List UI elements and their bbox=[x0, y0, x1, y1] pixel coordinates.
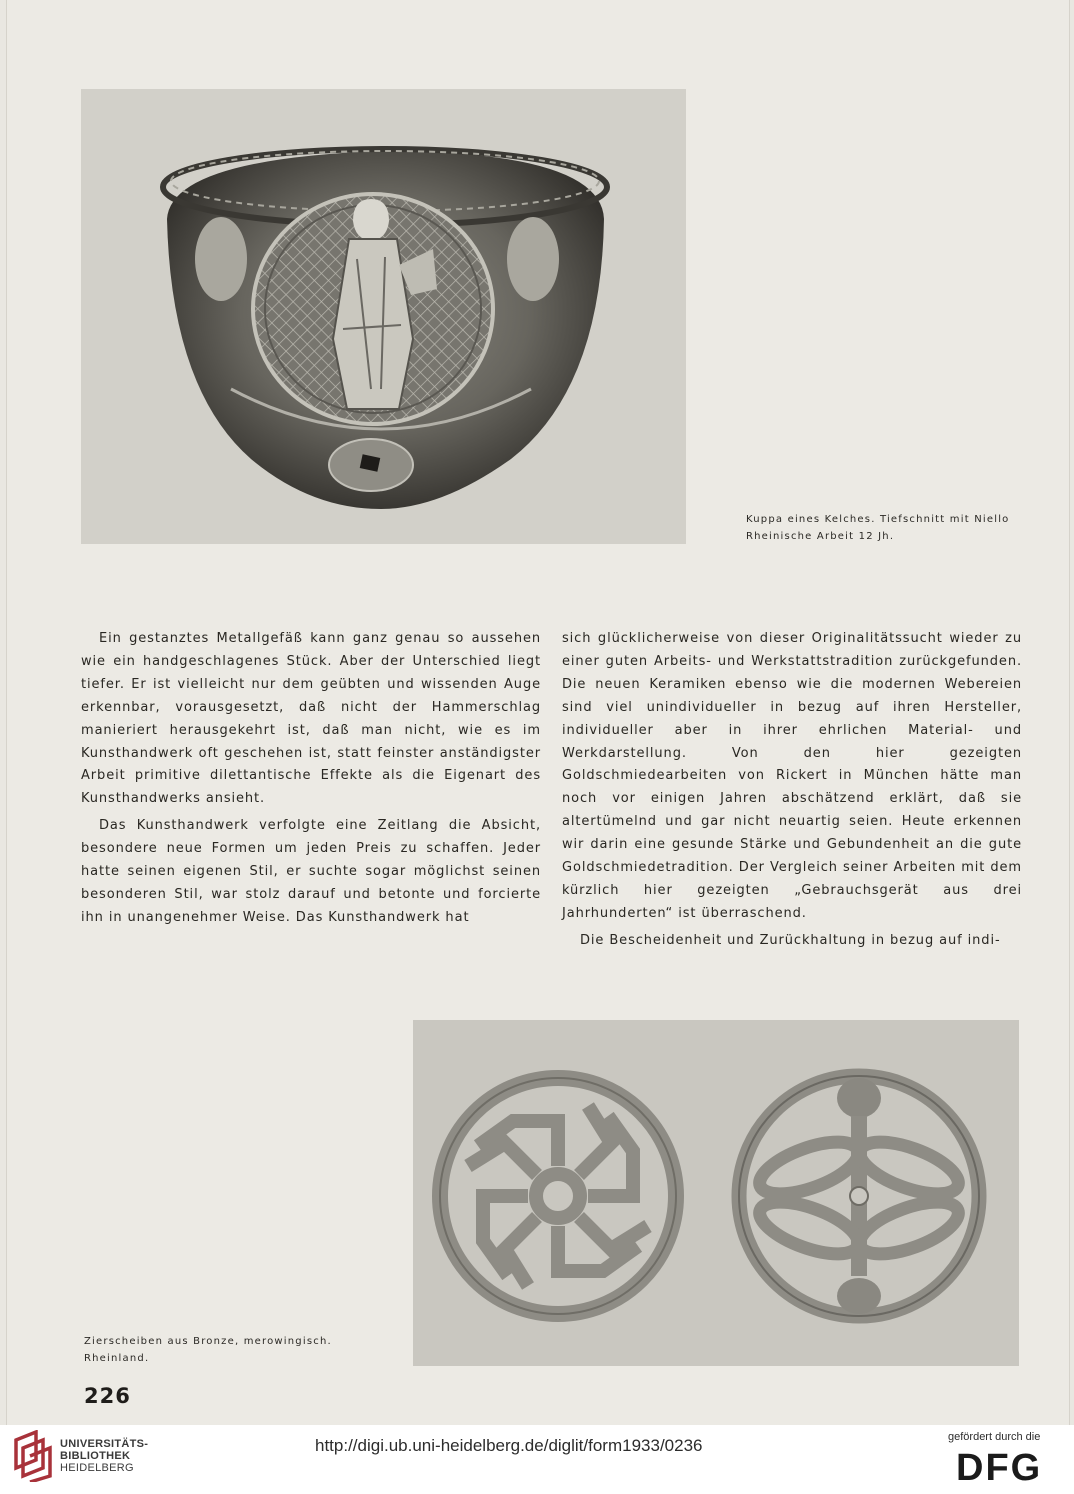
article-column-right bbox=[562, 628, 1022, 953]
page-number: 226 bbox=[84, 1384, 131, 1408]
bottom-caption-line: Rheinland. bbox=[84, 1353, 150, 1364]
paragraph: Ein gestanztes Metallgefäß kann ganz genau so aussehen wie ein handgeschlagenes Stück. Aber der Unterschied liegt tiefer. Er ist vielleicht nur dem geübten und wissenden Auge erkennbar, vorausgesetzt, daß nicht der Hammerschlag manieriert herausgekehrt ist, daß man nicht, wie es im Kunsthandwerk oft geschehen ist, statt feinster anständigster Arbeit primitive dilettantische Effekte als die Eigenart des Kunsthandwerks ansieht. bbox=[81, 631, 541, 807]
bronze-discs-photo bbox=[413, 1020, 1019, 1366]
top-figure-caption bbox=[746, 511, 1036, 545]
library-name bbox=[60, 1438, 148, 1474]
article-column-left bbox=[81, 628, 541, 930]
chalice-cup-illustration bbox=[81, 89, 686, 544]
library-name-line: UNIVERSITÄTS- bbox=[60, 1438, 149, 1450]
dfg-logo-icon: DFG bbox=[956, 1447, 1043, 1489]
paragraph: Das Kunsthandwerk verfolgte eine Zeitlang die Absicht, besondere neue Formen um jeden Preis zu schaffen. Jeder hatte seinen eigenen Stil, er suchte sogar möglichst seinen besonderen Stil, war stolz darauf und betonte und forcierte ihn in unangenehmer Weise. Das Kunsthandwerk hat bbox=[81, 818, 541, 925]
paragraph: sich glücklicherweise von dieser Originalitätssucht wieder zu einer guten Arbeits- und Werkstattstradition zurückgefunden. Die neuen Keramiken ebenso wie die modernen Webereien sind viel unindividueller in bezug auf ihren Hersteller, individueller aber in ihrer ehrlichen Material- und Werkdarstellung. Von den hier gezeigten Goldschmiedearbeiten von Rickert in München hätte man noch vor einigen Jahren abschätzend erklärt, daß sie altertümelnd und gar nicht neuartig seien. Heute erkennen wir darin eine gesunde Stärke und Gebundenheit an die gute Goldschmiedetradition. Der Vergleich seiner Arbeiten mit dem kürzlich hier gezeigten „Gebrauchsgerät aus drei Jahrhunderten“ ist überraschend. bbox=[562, 631, 1022, 921]
ub-heidelberg-logo-icon bbox=[12, 1430, 52, 1482]
figural-disc bbox=[739, 1076, 979, 1316]
bottom-caption-line: Zierscheiben aus Bronze, merowingisch. bbox=[84, 1336, 332, 1347]
bronze-discs-illustration bbox=[413, 1020, 1019, 1366]
funding-label: gefördert durch die bbox=[948, 1431, 1041, 1443]
top-caption-line: Rheinische Arbeit 12 Jh. bbox=[746, 531, 895, 542]
bottom-figure-caption bbox=[84, 1333, 384, 1367]
chalice-cup-photo bbox=[81, 89, 686, 544]
library-name-line: BIBLIOTHEK bbox=[60, 1450, 131, 1462]
library-name-line: HEIDELBERG bbox=[60, 1462, 134, 1474]
top-caption-line: Kuppa eines Kelches. Tiefschnitt mit Niello bbox=[746, 514, 1010, 525]
paragraph: Die Bescheidenheit und Zurückhaltung in bezug auf indi- bbox=[580, 932, 1001, 948]
source-url-link[interactable]: http://digi.ub.uni-heidelberg.de/diglit/form1933/0236 bbox=[315, 1436, 703, 1455]
